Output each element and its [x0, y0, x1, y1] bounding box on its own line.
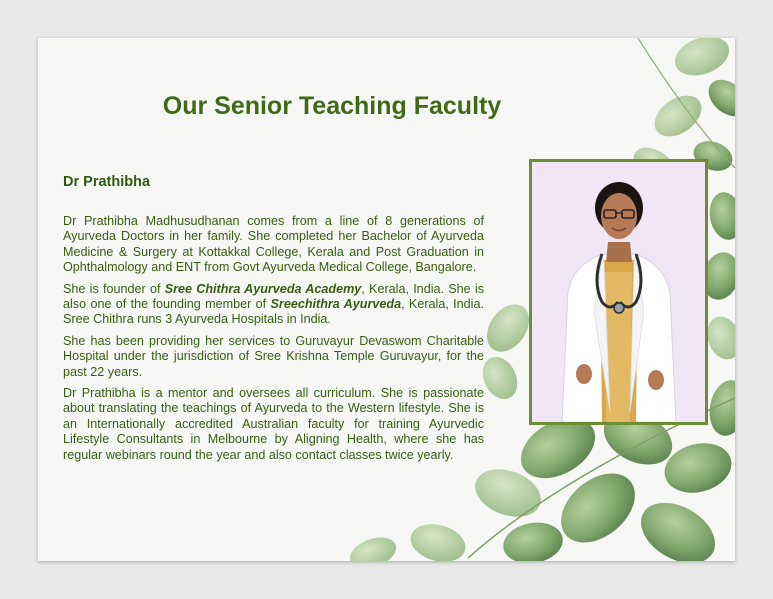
- bio-text: , Kerala, India. She is also one of the founding member of: [63, 281, 484, 312]
- bio-paragraph-service: She has been providing her services to Guruvayur Devaswom Charitable Hospital under the jurisdiction of Sree Krishna Temple Guruvayur, for the past 22 years.: [63, 333, 484, 379]
- slide: [38, 38, 735, 561]
- bio-text: , Kerala, India. Sree Chithra runs 3 Ayurveda Hospitals in India.: [63, 297, 484, 327]
- faculty-photo: [529, 159, 708, 425]
- portrait-illustration: [532, 162, 705, 422]
- hospital-group-name: Sreechithra Ayurveda: [270, 297, 402, 312]
- bio-text: She is founder of: [63, 281, 165, 296]
- academy-name: Sree Chithra Ayurveda Academy: [164, 281, 362, 296]
- bio-paragraph-founder: [63, 282, 484, 328]
- page-title: Our Senior Teaching Faculty: [162, 92, 502, 120]
- faculty-name: Dr Prathibha: [63, 174, 151, 190]
- bio-paragraph-mentor: Dr Prathibha is a mentor and oversees all curriculum. She is passionate about translating the teachings of Ayurveda to the Western lifestyle. She is an Internationally accredited Australian faculty for training Ayurvedic Lifestyle Consultants in Melbourne by Aligning Health, where she has regular webinars round the year and also contact classes twice yearly.: [63, 386, 484, 462]
- bio-paragraph-education: Dr Prathibha Madhusudhanan comes from a line of 8 generations of Ayurveda Doctors in her family. She completed her Bachelor of Ayurveda Medicine & Surgery at Kottakkal College, Kerala and Post Graduation in Ophthalmology and ENT from Govt Ayurveda Medical College, Bangalore.: [63, 214, 484, 275]
- faculty-bio: [63, 214, 484, 469]
